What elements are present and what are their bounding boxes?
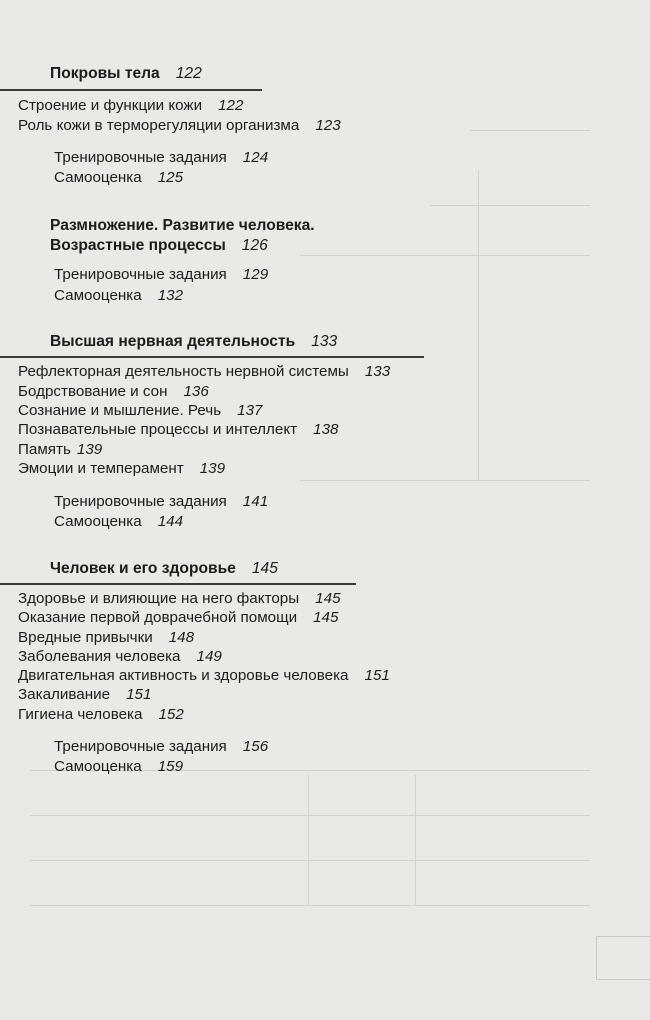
page-number: 151 xyxy=(126,686,152,703)
section-title: Размножение. Развитие человека. xyxy=(50,217,315,234)
entry-title: Тренировочные задания xyxy=(54,266,227,283)
entry-title: Самооценка xyxy=(54,169,142,186)
entry-title: Познавательные процессы и интеллект xyxy=(18,421,298,438)
section-title: Покровы тела xyxy=(50,65,160,82)
toc-entry xyxy=(54,758,183,776)
entry-title: Эмоции и темперамент xyxy=(18,460,184,477)
toc-entry xyxy=(18,421,338,439)
page-number: 136 xyxy=(183,383,209,400)
page-number: 149 xyxy=(196,648,222,665)
toc-entry xyxy=(18,667,390,685)
entry-title: Бодрствование и сон xyxy=(18,383,168,400)
entry-title: Рефлекторная деятельность нервной системы xyxy=(18,363,349,380)
entry-title: Здоровье и влияющие на него факторы xyxy=(18,590,300,607)
toc-entry xyxy=(18,590,341,608)
section-divider xyxy=(0,356,424,358)
entry-title: Роль кожи в терморегуляции организма xyxy=(18,117,300,134)
page-number: 159 xyxy=(157,758,184,775)
entry-title: Тренировочные задания xyxy=(54,493,227,510)
page-number: 122 xyxy=(175,65,202,82)
section-heading xyxy=(50,236,268,256)
page-number: 124 xyxy=(242,149,269,166)
page-number: 139 xyxy=(199,460,226,477)
entry-title: Самооценка xyxy=(54,513,142,530)
entry-title: Оказание первой доврачебной помощи xyxy=(18,609,298,626)
toc-entry xyxy=(18,460,225,478)
entry-title: Двигательная активность и здоровье человека xyxy=(18,667,349,684)
entry-title: Гигиена человека xyxy=(18,706,143,723)
page-number: 122 xyxy=(218,97,244,114)
toc-entry xyxy=(18,609,338,627)
page-number: 145 xyxy=(315,590,341,607)
page-number: 156 xyxy=(242,738,269,755)
entry-title: Вредные привычки xyxy=(18,629,153,646)
section-heading xyxy=(50,216,315,236)
toc-entry xyxy=(54,738,268,756)
toc-entry xyxy=(18,97,243,115)
page-number: 148 xyxy=(168,629,195,646)
toc-entry xyxy=(18,363,390,381)
page-number: 145 xyxy=(251,560,278,577)
toc-entry xyxy=(18,402,262,420)
toc-entry xyxy=(54,169,183,187)
toc-entry xyxy=(18,117,341,135)
toc-entry xyxy=(18,706,184,724)
page-number: 133 xyxy=(311,333,338,350)
entry-title: Тренировочные задания xyxy=(54,149,227,166)
toc-entry xyxy=(18,648,222,666)
page-number: 138 xyxy=(313,421,339,438)
page-number: 145 xyxy=(313,609,339,626)
section-heading xyxy=(50,64,202,84)
page-number: 152 xyxy=(158,706,184,723)
toc-entry xyxy=(54,149,268,167)
toc-entry xyxy=(18,629,194,647)
page-number: 129 xyxy=(242,266,269,283)
page-number: 139 xyxy=(76,441,103,458)
section-title: Человек и его здоровье xyxy=(50,560,236,577)
page-number: 125 xyxy=(157,169,184,186)
toc-entry xyxy=(18,383,209,401)
section-heading xyxy=(50,332,337,352)
toc-entry xyxy=(18,686,151,704)
page-number: 141 xyxy=(242,493,269,510)
entry-title: Строение и функции кожи xyxy=(18,97,203,114)
page-number: 137 xyxy=(237,402,263,419)
toc-entry xyxy=(54,287,183,305)
toc-entry xyxy=(54,266,268,284)
section-divider xyxy=(0,583,356,585)
toc-entry xyxy=(54,493,268,511)
page-number: 151 xyxy=(364,667,390,684)
page-number: 144 xyxy=(157,513,184,530)
section-heading xyxy=(50,559,278,579)
entry-title: Самооценка xyxy=(54,758,142,775)
entry-title: Заболевания человека xyxy=(18,648,181,665)
page-number: 132 xyxy=(157,287,184,304)
section-divider xyxy=(0,89,262,91)
entry-title: Сознание и мышление. Речь xyxy=(18,402,222,419)
entry-title: Закаливание xyxy=(18,686,111,703)
section-title: Возрастные процессы xyxy=(50,237,226,254)
section-title: Высшая нервная деятельность xyxy=(50,333,296,350)
page-number: 133 xyxy=(364,363,391,380)
entry-title: Тренировочные задания xyxy=(54,738,227,755)
entry-title: Память xyxy=(18,441,71,458)
page-number: 123 xyxy=(315,117,341,134)
page-number: 126 xyxy=(241,237,268,254)
toc-entry xyxy=(54,513,183,531)
entry-title: Самооценка xyxy=(54,287,142,304)
toc-entry xyxy=(18,441,102,459)
